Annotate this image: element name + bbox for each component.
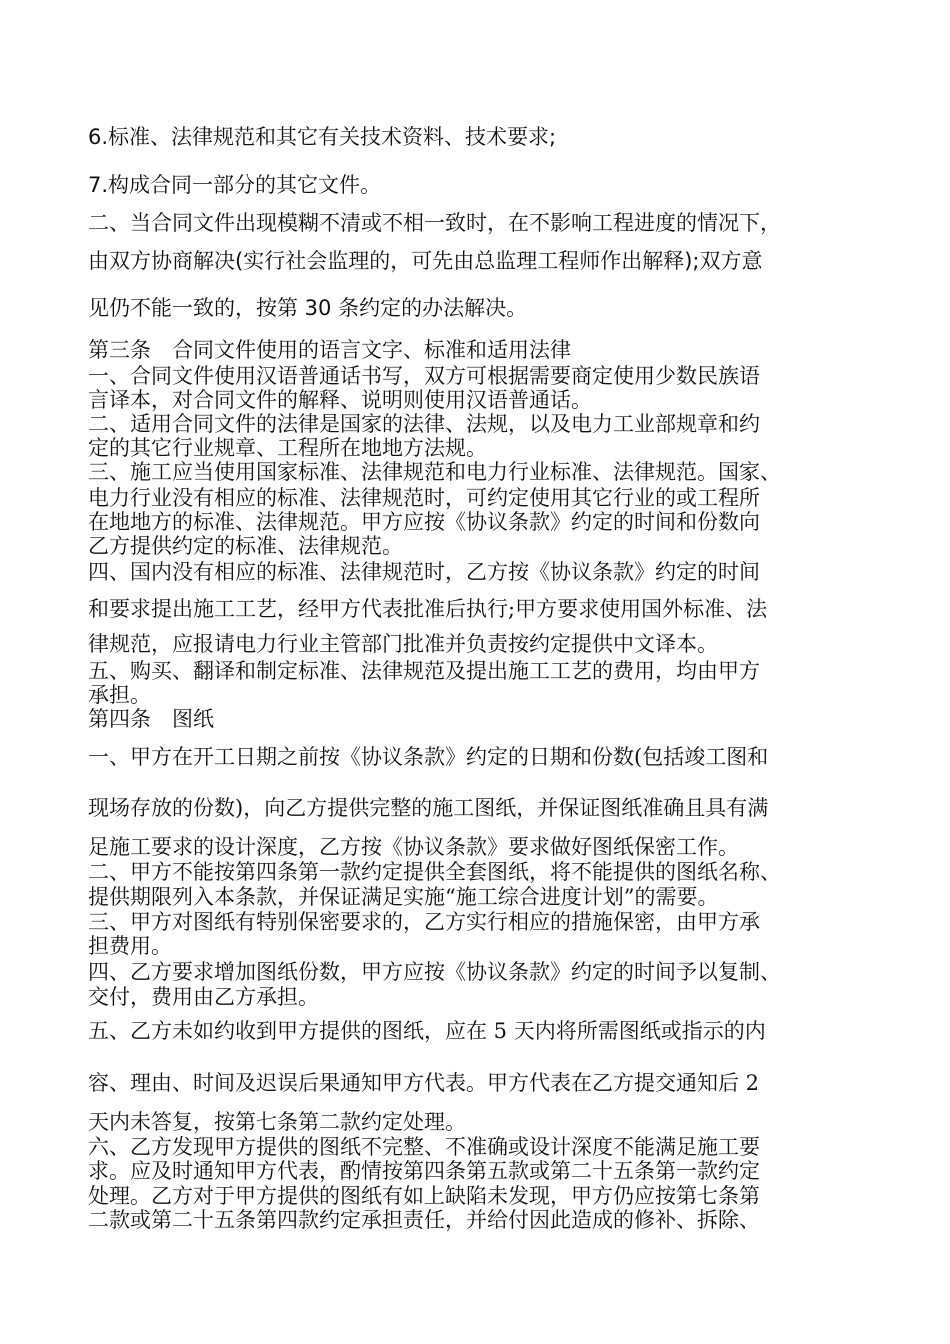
doc-line: 乙方提供约定的标准、法律规范。 bbox=[88, 534, 403, 558]
doc-line: 一、合同文件使用汉语普通话书写，双方可根据需要商定使用少数民族语 bbox=[88, 364, 760, 388]
doc-line: 三、施工应当使用国家标准、法律规范和电力行业标准、法律规范。国家、 bbox=[88, 460, 781, 484]
doc-line: 二款或第二十五条第四款约定承担责任，并给付因此造成的修补、拆除、 bbox=[88, 1208, 760, 1232]
doc-line: 二、当合同文件出现模糊不清或不相一致时，在不影响工程进度的情况下， bbox=[88, 211, 781, 235]
doc-line: 6.标准、法律规范和其它有关技术资料、技术要求; bbox=[88, 125, 557, 149]
doc-line: 交付，费用由乙方承担。 bbox=[88, 985, 319, 1009]
doc-line: 一、甲方在开工日期之前按《协议条款》约定的日期和份数(包括竣工图和 bbox=[88, 745, 769, 769]
doc-line: 天内未答复，按第七条第二款约定处理。 bbox=[88, 1110, 466, 1134]
doc-line: 提供期限列入本条款，并保证满足实施“施工综合进度计划”的需要。 bbox=[88, 885, 719, 909]
doc-line: 在地地方的标准、法律规范。甲方应按《协议条款》约定的时间和份数向 bbox=[88, 510, 760, 534]
doc-line: 六、乙方发现甲方提供的图纸不完整、不准确或设计深度不能满足施工要 bbox=[88, 1135, 760, 1159]
doc-line: 由双方协商解决(实行社会监理的，可先由总监理工程师作出解释);双方意 bbox=[88, 249, 763, 273]
doc-line: 足施工要求的设计深度，乙方按《协议条款》要求做好图纸保密工作。 bbox=[88, 835, 739, 859]
section-heading: 第四条 图纸 bbox=[88, 707, 214, 731]
doc-line: 电力行业没有相应的标准、法律规范时，可约定使用其它行业的或工程所 bbox=[88, 486, 760, 510]
doc-line: 四、国内没有相应的标准、法律规范时，乙方按《协议条款》约定的时间 bbox=[88, 560, 760, 584]
doc-line: 7.构成合同一部分的其它文件。 bbox=[88, 173, 382, 197]
doc-line: 和要求提出施工工艺，经甲方代表批准后执行;甲方要求使用国外标准、法 bbox=[88, 597, 768, 621]
doc-line: 言译本，对合同文件的解释、说明则使用汉语普通话。 bbox=[88, 388, 592, 412]
doc-line: 二、甲方不能按第四条第一款约定提供全套图纸，将不能提供的图纸名称、 bbox=[88, 860, 781, 884]
doc-line: 担费用。 bbox=[88, 934, 172, 958]
doc-line: 容、理由、时间及迟误后果通知甲方代表。甲方代表在乙方提交通知后 2 bbox=[88, 1071, 760, 1095]
doc-line: 求。应及时通知甲方代表，酌情按第四条第五款或第二十五条第一款约定 bbox=[88, 1159, 760, 1183]
doc-line: 律规范，应报请电力行业主管部门批准并负责按约定提供中文译本。 bbox=[88, 632, 718, 656]
doc-line: 三、甲方对图纸有特别保密要求的，乙方实行相应的措施保密，由甲方承 bbox=[88, 910, 760, 934]
section-heading: 第三条 合同文件使用的语言文字、标准和适用法律 bbox=[88, 338, 571, 362]
doc-line: 二、适用合同文件的法律是国家的法律、法规，以及电力工业部规章和约 bbox=[88, 412, 760, 436]
doc-line: 承担。 bbox=[88, 683, 151, 707]
doc-line: 四、乙方要求增加图纸份数，甲方应按《协议条款》约定的时间予以复制、 bbox=[88, 960, 781, 984]
doc-line: 处理。乙方对于甲方提供的图纸有如上缺陷未发现，甲方仍应按第七条第 bbox=[88, 1184, 760, 1208]
doc-line: 定的其它行业规章、工程所在地地方法规。 bbox=[88, 436, 487, 460]
doc-line: 五、购买、翻译和制定标准、法律规范及提出施工工艺的费用，均由甲方 bbox=[88, 659, 760, 683]
doc-line: 现场存放的份数)，向乙方提供完整的施工图纸，并保证图纸准确且具有满 bbox=[88, 796, 769, 820]
doc-line: 五、乙方未如约收到甲方提供的图纸，应在 5 天内将所需图纸或指示的内 bbox=[88, 1019, 766, 1043]
doc-line: 见仍不能一致的，按第 30 条约定的办法解决。 bbox=[88, 296, 528, 320]
